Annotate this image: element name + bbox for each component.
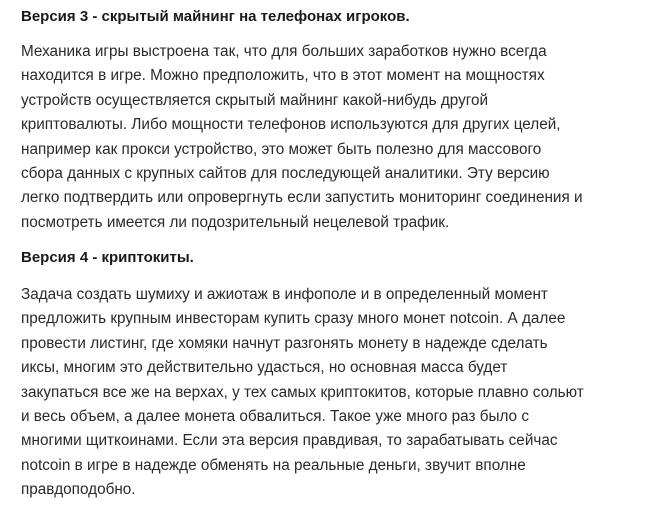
paragraph-line: криптовалюты. Либо мощности телефонов используются для других целей, [21, 116, 561, 134]
paragraph-line: находится в игре. Можно предположить, что в этот момент на мощностях [21, 67, 545, 85]
paragraph-line: Механика игры выстроена так, что для больших заработков нужно всегда [21, 43, 547, 60]
paragraph-line: Задача создать шумиху и ажиотаж в инфополе и в определенный момент [21, 286, 548, 303]
section-heading-version-4: Версия 4 - криптокиты. [21, 249, 194, 266]
paragraph-line: notcoin в игре в надежде обменять на реальные деньги, звучит вполне [21, 456, 526, 474]
paragraph-line: легко подтвердить или опровергнуть если запустить мониторинг соединения и [21, 189, 583, 207]
paragraph-line: сбора данных с крупных сайтов для последующей аналитики. Эту версию [21, 165, 550, 183]
paragraph-line: многими щиткоинами. Если эта версия правдивая, то зарабатывать сейчас [21, 432, 558, 450]
section-paragraph-version-4 [21, 283, 631, 503]
paragraph-line: и весь объем, а далее монета обвалиться. Такое уже много раз было с [21, 408, 529, 426]
paragraph-line: например как прокси устройство, это может быть полезно для массового [21, 140, 542, 158]
paragraph-line: посмотреть имеется ли подозрительный нецелевой трафик. [21, 213, 450, 231]
paragraph-line: устройств осуществляется скрытый майнинг какой-нибудь другой [21, 91, 489, 109]
paragraph-line: провести листинг, где хомяки начнут разгонять монету в надежде сделать [21, 334, 548, 352]
paragraph-line: иксы, многим это действительно удасться, но основная масса будет [21, 359, 508, 377]
paragraph-line: закупаться все же на верхах, у тех самых криптокитов, которые плавно сольют [21, 383, 584, 401]
paragraph-line: правдоподобно. [21, 481, 136, 499]
section-paragraph-version-3 [21, 40, 631, 235]
section-heading-version-3: Версия 3 - скрытый майнинг на телефонах игроков. [21, 8, 410, 25]
paragraph-line: предложить крупным инвесторам купить сразу много монет notcoin. А далее [21, 310, 566, 328]
